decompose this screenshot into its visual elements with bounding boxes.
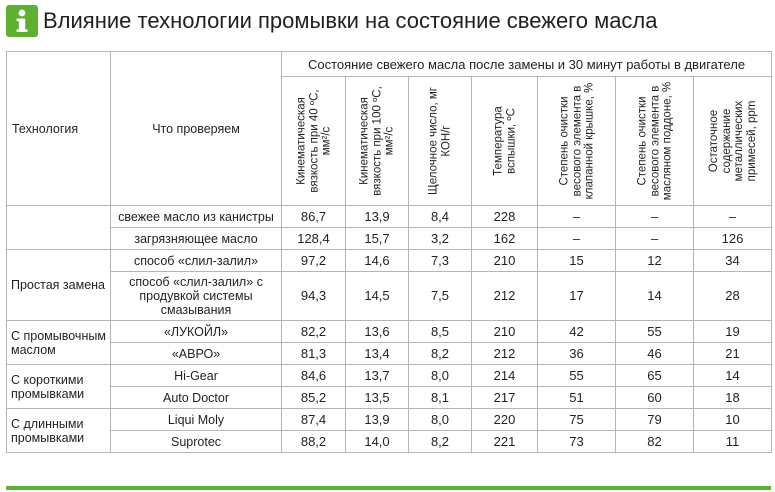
what-cell: способ «слил-залил» (111, 250, 282, 272)
value-cell: – (538, 206, 616, 228)
value-cell: 81,3 (282, 343, 346, 365)
value-cell: 162 (472, 228, 538, 250)
value-cell: 12 (616, 250, 694, 272)
bottom-accent-line (6, 486, 771, 490)
value-cell: 228 (472, 206, 538, 228)
value-cell: 221 (472, 431, 538, 453)
value-cell: 21 (694, 343, 772, 365)
header-col-7: Остаточное содержание металлических примесей, ppm (694, 77, 772, 206)
value-cell: 88,2 (282, 431, 346, 453)
value-cell: – (694, 206, 772, 228)
value-cell: 8,2 (409, 431, 472, 453)
what-cell: Hi-Gear (111, 365, 282, 387)
value-cell: 14,5 (346, 272, 409, 321)
value-cell: 14 (694, 365, 772, 387)
value-cell: 34 (694, 250, 772, 272)
header-col-6: Степень очистки весового элемента в масляном поддоне, % (616, 77, 694, 206)
what-cell: свежее масло из канистры (111, 206, 282, 228)
value-cell: 220 (472, 409, 538, 431)
value-cell: 13,9 (346, 206, 409, 228)
technology-cell: С длинными промывками (7, 409, 111, 453)
value-cell: 46 (616, 343, 694, 365)
value-cell: 13,4 (346, 343, 409, 365)
value-cell: 212 (472, 343, 538, 365)
value-cell: 82 (616, 431, 694, 453)
value-cell: 97,2 (282, 250, 346, 272)
value-cell: 86,7 (282, 206, 346, 228)
value-cell: – (616, 228, 694, 250)
value-cell: 8,0 (409, 365, 472, 387)
what-cell: «АВРО» (111, 343, 282, 365)
value-cell: 8,0 (409, 409, 472, 431)
value-cell: 8,4 (409, 206, 472, 228)
table-row (7, 409, 772, 431)
value-cell: 28 (694, 272, 772, 321)
value-cell: – (616, 206, 694, 228)
technology-cell: С промывочным маслом (7, 321, 111, 365)
value-cell: 13,6 (346, 321, 409, 343)
what-cell: Liqui Moly (111, 409, 282, 431)
header-col-1: Кинематическая вязкость при 40 ºС, мм²/с (282, 77, 346, 206)
table-row (7, 431, 772, 453)
comparison-table (6, 51, 772, 453)
table-row (7, 343, 772, 365)
value-cell: 55 (616, 321, 694, 343)
value-cell: 79 (616, 409, 694, 431)
table-row (7, 272, 772, 321)
value-cell: 55 (538, 365, 616, 387)
value-cell: – (538, 228, 616, 250)
value-cell: 3,2 (409, 228, 472, 250)
value-cell: 8,1 (409, 387, 472, 409)
value-cell: 17 (538, 272, 616, 321)
page-title: Влияние технологии промывки на состояние свежего масла (43, 8, 658, 33)
what-cell: Suprotec (111, 431, 282, 453)
value-cell: 42 (538, 321, 616, 343)
table-row (7, 365, 772, 387)
header-col-3: Щелочное число, мг КОН/г (409, 77, 472, 206)
value-cell: 84,6 (282, 365, 346, 387)
header-col-4: Температура вспышки, ºС (472, 77, 538, 206)
technology-cell: С короткими промывками (7, 365, 111, 409)
value-cell: 13,9 (346, 409, 409, 431)
value-cell: 210 (472, 250, 538, 272)
header-col-5: Степень очистки весового элемента в клапанной крышке, % (538, 77, 616, 206)
what-cell: «ЛУКОЙЛ» (111, 321, 282, 343)
table-body (7, 206, 772, 453)
value-cell: 217 (472, 387, 538, 409)
value-cell: 65 (616, 365, 694, 387)
header-col-2: Кинематическая вязкость при 100 ºС, мм²/с (346, 77, 409, 206)
value-cell: 87,4 (282, 409, 346, 431)
value-cell: 73 (538, 431, 616, 453)
header-what: Что проверяем (111, 52, 282, 206)
value-cell: 7,5 (409, 272, 472, 321)
value-cell: 212 (472, 272, 538, 321)
technology-cell: Простая замена (7, 250, 111, 321)
value-cell: 10 (694, 409, 772, 431)
header-technology: Технология (7, 52, 111, 206)
value-cell: 94,3 (282, 272, 346, 321)
value-cell: 13,5 (346, 387, 409, 409)
value-cell: 36 (538, 343, 616, 365)
value-cell: 14,6 (346, 250, 409, 272)
value-cell: 210 (472, 321, 538, 343)
what-cell: загрязняющее масло (111, 228, 282, 250)
value-cell: 7,3 (409, 250, 472, 272)
table-row (7, 250, 772, 272)
table-row (7, 228, 772, 250)
value-cell: 128,4 (282, 228, 346, 250)
value-cell: 60 (616, 387, 694, 409)
value-cell: 85,2 (282, 387, 346, 409)
value-cell: 11 (694, 431, 772, 453)
technology-cell (7, 206, 111, 250)
value-cell: 18 (694, 387, 772, 409)
value-cell: 126 (694, 228, 772, 250)
table-row (7, 321, 772, 343)
what-cell: Auto Doctor (111, 387, 282, 409)
value-cell: 8,5 (409, 321, 472, 343)
value-cell: 82,2 (282, 321, 346, 343)
value-cell: 75 (538, 409, 616, 431)
table-row (7, 206, 772, 228)
title-bar (0, 0, 775, 44)
value-cell: 15 (538, 250, 616, 272)
value-cell: 14,0 (346, 431, 409, 453)
value-cell: 14 (616, 272, 694, 321)
info-icon (6, 5, 38, 37)
value-cell: 8,2 (409, 343, 472, 365)
table-row (7, 387, 772, 409)
value-cell: 15,7 (346, 228, 409, 250)
value-cell: 19 (694, 321, 772, 343)
what-cell: способ «слил-залил» с продувкой системы смазывания (111, 272, 282, 321)
value-cell: 51 (538, 387, 616, 409)
value-cell: 214 (472, 365, 538, 387)
header-group: Состояние свежего масла после замены и 30 минут работы в двигателе (282, 52, 772, 77)
value-cell: 13,7 (346, 365, 409, 387)
